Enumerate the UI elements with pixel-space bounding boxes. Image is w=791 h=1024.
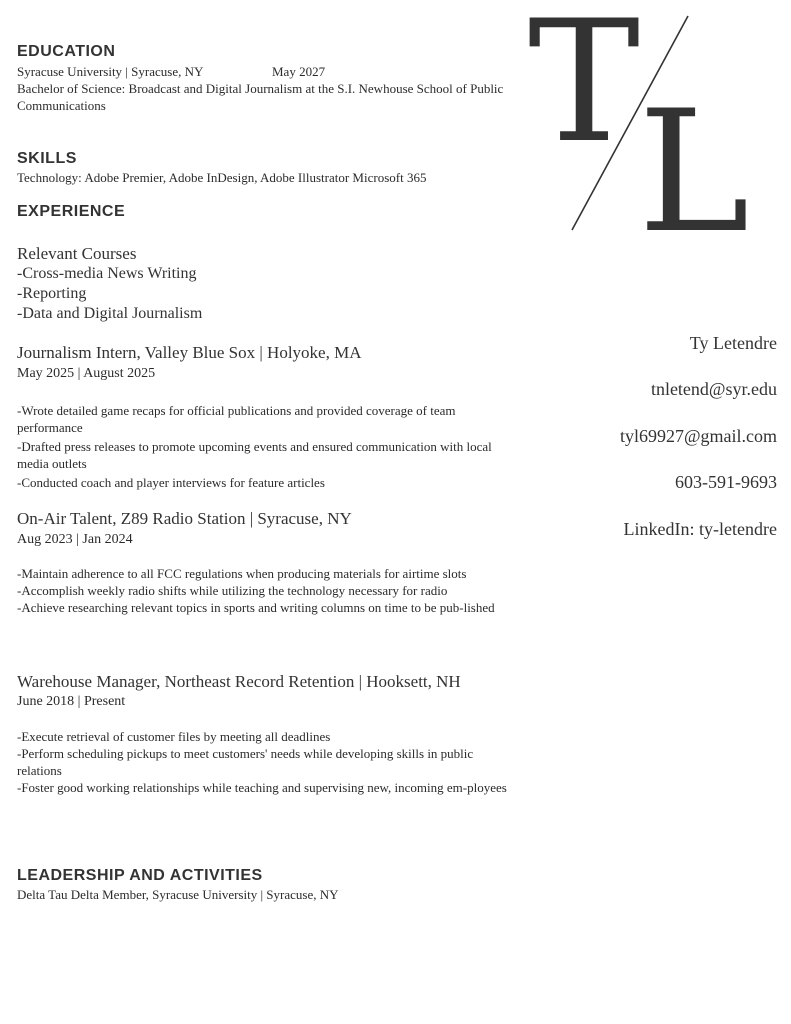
- education-heading: EDUCATION: [17, 43, 116, 60]
- job-bullets: [17, 565, 517, 616]
- job-bullet: -Perform scheduling pickups to meet customers' needs while developing skills in public relations: [17, 746, 474, 778]
- course-item: -Data and Digital Journalism: [17, 305, 203, 322]
- job-bullets: [17, 728, 517, 796]
- job-bullet: -Wrote detailed game recaps for official publications and provided coverage of team performance: [17, 403, 456, 435]
- skills-heading: SKILLS: [17, 150, 77, 167]
- course-item: -Reporting: [17, 285, 87, 302]
- job-bullet: -Execute retrieval of customer files by meeting all deadlines: [17, 729, 331, 744]
- experience-heading: EXPERIENCE: [17, 203, 126, 220]
- contact-linkedin[interactable]: LinkedIn: ty-letendre: [623, 519, 777, 539]
- relevant-courses-title: Relevant Courses: [17, 244, 137, 263]
- leadership-item: Delta Tau Delta Member, Syracuse University | Syracuse, NY: [17, 887, 339, 902]
- job-dates: June 2018 | Present: [17, 694, 126, 709]
- contact-name: Ty Letendre: [689, 333, 777, 353]
- course-item: -Cross-media News Writing: [17, 265, 197, 282]
- job-bullet: -Foster good working relationships while teaching and supervising new, incoming em-ployees: [17, 780, 507, 795]
- job-bullet: -Conducted coach and player interviews for feature articles: [17, 475, 325, 490]
- education-date: May 2027: [272, 64, 326, 79]
- leadership-heading: LEADERSHIP AND ACTIVITIES: [17, 867, 263, 884]
- monogram-letter-t: T: [528, 10, 641, 180]
- contact-school-email[interactable]: tnletend@syr.edu: [650, 379, 777, 399]
- contact-phone: 603-591-9693: [675, 472, 777, 492]
- monogram-logo: [520, 10, 785, 240]
- job-bullet: -Accomplish weekly radio shifts while utilizing the technology necessary for radio: [17, 583, 448, 598]
- job-title: On-Air Talent, Z89 Radio Station | Syracuse, NY: [17, 509, 352, 528]
- job-dates: May 2025 | August 2025: [17, 366, 156, 381]
- monogram-letter-l: L: [638, 74, 750, 240]
- skills-technology: Technology: Adobe Premier, Adobe InDesign, Adobe Illustrator Microsoft 365: [17, 170, 427, 185]
- contact-personal-email[interactable]: tyl69927@gmail.com: [619, 426, 777, 446]
- job-bullets: [17, 402, 517, 491]
- job-dates: Aug 2023 | Jan 2024: [17, 532, 133, 547]
- job-bullet: -Achieve researching relevant topics in sports and writing columns on time to be pub-lished: [17, 600, 495, 615]
- job-bullet: -Drafted press releases to promote upcoming events and ensured communication with local media outlets: [17, 439, 492, 471]
- education-school: Syracuse University | Syracuse, NY: [17, 64, 204, 79]
- job-bullet: -Maintain adherence to all FCC regulations when producing materials for airtime slots: [17, 566, 467, 581]
- education-degree: Bachelor of Science: Broadcast and Digital Journalism at the S.I. Newhouse School of Public Communications: [17, 81, 504, 113]
- job-title: Warehouse Manager, Northeast Record Retention | Hooksett, NH: [17, 672, 461, 691]
- job-title: Journalism Intern, Valley Blue Sox | Holyoke, MA: [17, 343, 362, 362]
